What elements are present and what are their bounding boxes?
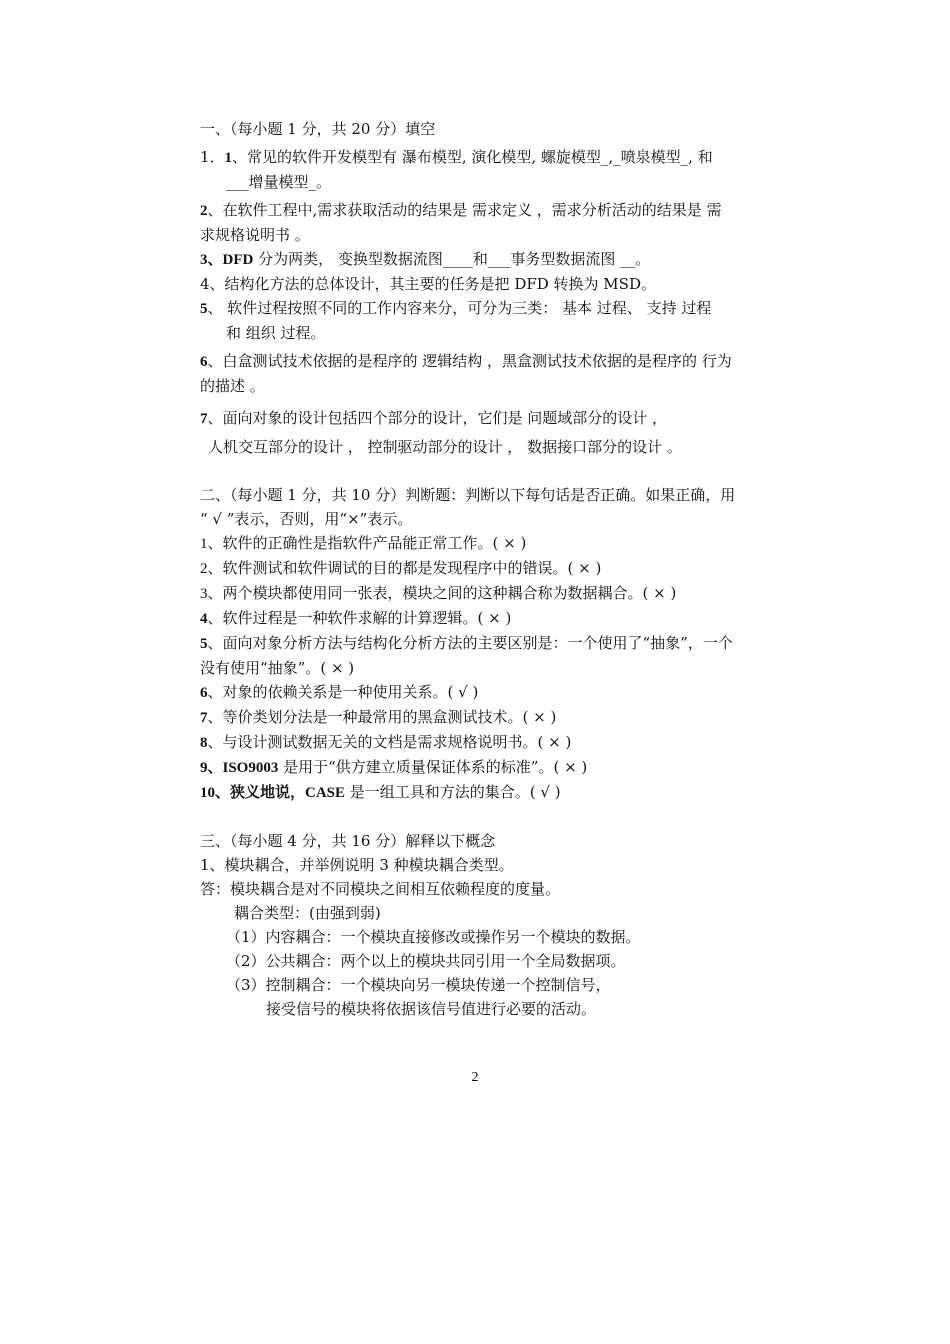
- section1-q3: [200, 247, 800, 272]
- section2-item-4: 4、软件过程是一种软件求解的计算逻辑。( × ): [200, 609, 512, 627]
- q1-prefix: 1．: [200, 148, 225, 166]
- q3-bold: 、DFD: [207, 252, 254, 268]
- section1-q7-line2: 人机交互部分的设计 ， 控制驱动部分的设计 ， 数据接口部分的设计 。: [208, 438, 682, 456]
- section1-q2-line1: [200, 198, 800, 223]
- q5-text-a: 、 软件过程按照不同的工作内容来分，可分为三类： 基本 过程、 支持 过程: [207, 299, 712, 317]
- section2-item-8: 8、与设计测试数据无关的文档是需求规格说明书。( × ): [200, 733, 572, 751]
- page-content: [200, 117, 800, 1021]
- q2-number: 2: [200, 203, 208, 219]
- section2-item-2: 2、软件测试和软件调试的目的都是发现程序中的错误。( × ): [200, 559, 602, 577]
- section1-title: 一、（每小题 1 分，共 20 分）填空: [200, 120, 436, 138]
- section3-answer: 答：模块耦合是对不同模块之间相互依赖程度的度量。: [200, 880, 561, 898]
- section3-type1: （1）内容耦合：一个模块直接修改或操作另一个模块的数据。: [226, 928, 641, 946]
- q1-text-b: 增量模型_。: [248, 173, 332, 191]
- q1-number: 1: [224, 150, 233, 166]
- section2-title-line2: “ √ ”表示，否则，用“×”表示。: [200, 510, 413, 528]
- section2-title-line1: 二、（每小题 1 分，共 10 分）判断题：判断以下每句话是否正确。如果正确，用: [200, 486, 736, 504]
- section1-q6-line1: [200, 349, 800, 374]
- section1-q5-line1: [200, 296, 800, 321]
- section2-item-5-cont: 没有使用“抽象”。( × ): [200, 659, 355, 677]
- section2-item-9: 9、ISO9003 是用于“供方建立质量保证体系的标准”。( × ): [200, 758, 588, 776]
- section3-title: 三、（每小题 4 分，共 16 分）解释以下概念: [200, 832, 496, 850]
- q1-blank: ___: [226, 173, 249, 191]
- section2-item-6: 6、对象的依赖关系是一种使用关系。( √ ): [200, 683, 479, 701]
- q2-text-a: 、在软件工程中,需求获取活动的结果是 需求定义 ，需求分析活动的结果是 需: [207, 201, 722, 219]
- page-number: 2: [471, 1070, 479, 1085]
- q3-text: 分为两类， 变换型数据流图____和___事务型数据流图 __。: [253, 250, 651, 268]
- section3-types-heading: 耦合类型：(由强到弱): [234, 904, 381, 922]
- q6-number: 6: [200, 354, 208, 370]
- q7-text-a: 、面向对象的设计包括四个部分的设计，它们是 问题域部分的设计 ，: [207, 409, 668, 427]
- section2-item-1: 1、软件的正确性是指软件产品能正常工作。( × ): [200, 534, 527, 552]
- section1-q2-line2: 求规格说明书 。: [200, 226, 310, 244]
- section2-item-7: 7、等价类划分法是一种最常用的黑盒测试技术。( × ): [200, 708, 557, 726]
- section2-item-10: 10、狭义地说，CASE 是一组工具和方法的集合。( √ ): [200, 783, 561, 801]
- section1-q6-line2: 的描述 。: [200, 377, 265, 395]
- section3-type3-line1: （3）控制耦合：一个模块向另一模块传递一个控制信号，: [226, 976, 611, 994]
- section3-type2: （2）公共耦合：两个以上的模块共同引用一个全局数据项。: [226, 952, 626, 970]
- section1-q5-line2: 和 组织 过程。: [226, 324, 326, 342]
- section1-q4: 4、结构化方法的总体设计，其主要的任务是把 DFD 转换为 MSD。: [200, 275, 656, 293]
- section3-q1: 1、模块耦合，并举例说明 3 种模块耦合类型。: [200, 856, 514, 874]
- section3-type3-line2: 接受信号的模块将依据该信号值进行必要的活动。: [266, 1000, 597, 1018]
- section2-item-3: 3、两个模块都使用同一张表，模块之间的这种耦合称为数据耦合。( × ): [200, 584, 677, 602]
- section1-q7-line1: [200, 406, 800, 431]
- q6-text-a: 、白盒测试技术依据的是程序的 逻辑结构 ，黑盒测试技术依据的是程序的 行为: [207, 352, 732, 370]
- q3-number: 3: [200, 252, 208, 268]
- q5-number: 5: [200, 301, 208, 317]
- q1-text-a: 、常见的软件开发模型有 瀑布模型, 演化模型, 螺旋模型_,_喷泉模型_, 和: [232, 148, 713, 166]
- section2-item-5: 5、面向对象分析方法与结构化分析方法的主要区别是：一个使用了“抽象”，一个: [200, 634, 733, 652]
- q7-number: 7: [200, 411, 208, 427]
- section1-q1-line1: [200, 145, 800, 170]
- section1-q1-line2: [200, 170, 800, 194]
